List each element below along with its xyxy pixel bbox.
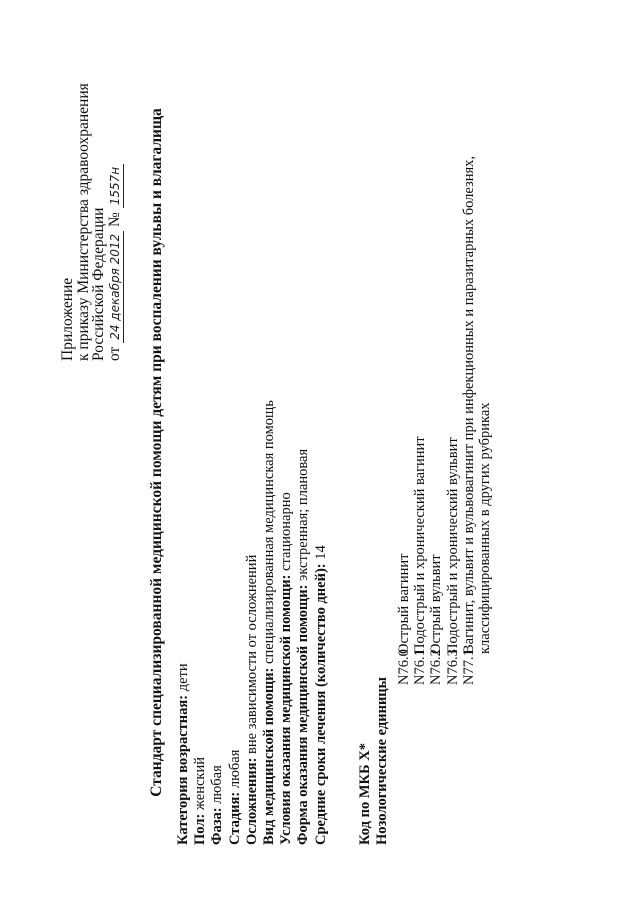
parameter-row bbox=[295, 45, 312, 845]
mkb-description: Подострый и хронический вульвит bbox=[444, 437, 461, 654]
parameter-value: любая bbox=[226, 749, 243, 792]
nosology-code-list bbox=[396, 45, 493, 685]
parameter-label: Форма оказания медицинской помощи: bbox=[295, 584, 312, 845]
parameter-value: 14 bbox=[312, 545, 329, 564]
appendix-header bbox=[60, 41, 124, 361]
parameter-value: стационарно bbox=[278, 492, 295, 575]
parameter-row bbox=[313, 45, 330, 845]
mkb-section bbox=[357, 677, 391, 845]
parameter-label: Категория возрастная: bbox=[175, 694, 191, 845]
mkb-code: N76.1 bbox=[412, 649, 429, 685]
parameter-value: специализированная медицинская помощь bbox=[261, 400, 278, 668]
document-title: Стандарт специализированной медицинской помощи детям при воспалении вульвы и влагалища bbox=[148, 108, 165, 797]
parameter-value: экстренная; плановая bbox=[295, 448, 312, 585]
code-row bbox=[412, 45, 428, 685]
code-row bbox=[461, 45, 493, 685]
nosology-label: Нозологические единицы bbox=[374, 677, 390, 845]
parameter-row bbox=[227, 45, 244, 845]
parameter-label: Средние сроки лечения (количество дней): bbox=[312, 563, 329, 845]
order-country-line: Российской Федерации bbox=[90, 207, 107, 361]
parameter-label: Фаза: bbox=[209, 807, 226, 845]
parameter-row bbox=[261, 45, 278, 845]
code-row bbox=[428, 45, 444, 685]
parameter-row bbox=[244, 45, 261, 845]
standard-parameters bbox=[175, 45, 330, 845]
order-number-label: № bbox=[105, 212, 123, 227]
parameter-value: женский bbox=[192, 757, 209, 814]
mkb-description: Острый вагинит bbox=[396, 553, 412, 654]
parameter-row bbox=[209, 45, 226, 845]
mkb-description: Подострый и хронический вагинит bbox=[412, 436, 429, 654]
parameter-row bbox=[192, 45, 209, 845]
parameter-value: вне зависимости от осложнений bbox=[243, 554, 260, 758]
mkb-code: N77.1 bbox=[460, 649, 477, 685]
parameter-label: Осложнения: bbox=[243, 757, 260, 845]
mkb-code: N76.0 bbox=[396, 649, 412, 685]
order-prefix: от bbox=[105, 346, 123, 361]
code-row bbox=[445, 45, 461, 685]
mkb-code: N76.2 bbox=[428, 649, 445, 685]
order-date-handwritten: 24 декабря 2012 bbox=[108, 231, 125, 343]
parameter-label: Стадия: bbox=[226, 791, 243, 845]
parameter-label: Пол: bbox=[192, 813, 209, 845]
mkb-code: N76.3 bbox=[444, 649, 461, 685]
appendix-label: Приложение bbox=[59, 277, 76, 361]
parameter-row bbox=[278, 45, 295, 845]
parameter-value: любая bbox=[209, 765, 226, 808]
order-date-line bbox=[107, 41, 125, 361]
parameter-label: Вид медицинской помощи: bbox=[261, 667, 278, 845]
order-number-handwritten: 1557н bbox=[108, 164, 125, 208]
parameter-label: Условия оказания медицинской помощи: bbox=[278, 574, 295, 845]
mkb-description: Острый вульвит bbox=[428, 554, 445, 654]
parameter-value: дети bbox=[175, 663, 191, 695]
order-ministry-line: к приказу Министерства здравоохранения bbox=[74, 83, 92, 361]
code-row bbox=[396, 45, 412, 685]
mkb-code-label: Код по МКБ X* bbox=[357, 743, 373, 845]
parameter-row bbox=[175, 45, 192, 845]
mkb-description: Вагинит, вульвит и вульвовагинит при инфекционных и паразитарных болезнях, классифицированных в других рубриках bbox=[460, 155, 494, 654]
